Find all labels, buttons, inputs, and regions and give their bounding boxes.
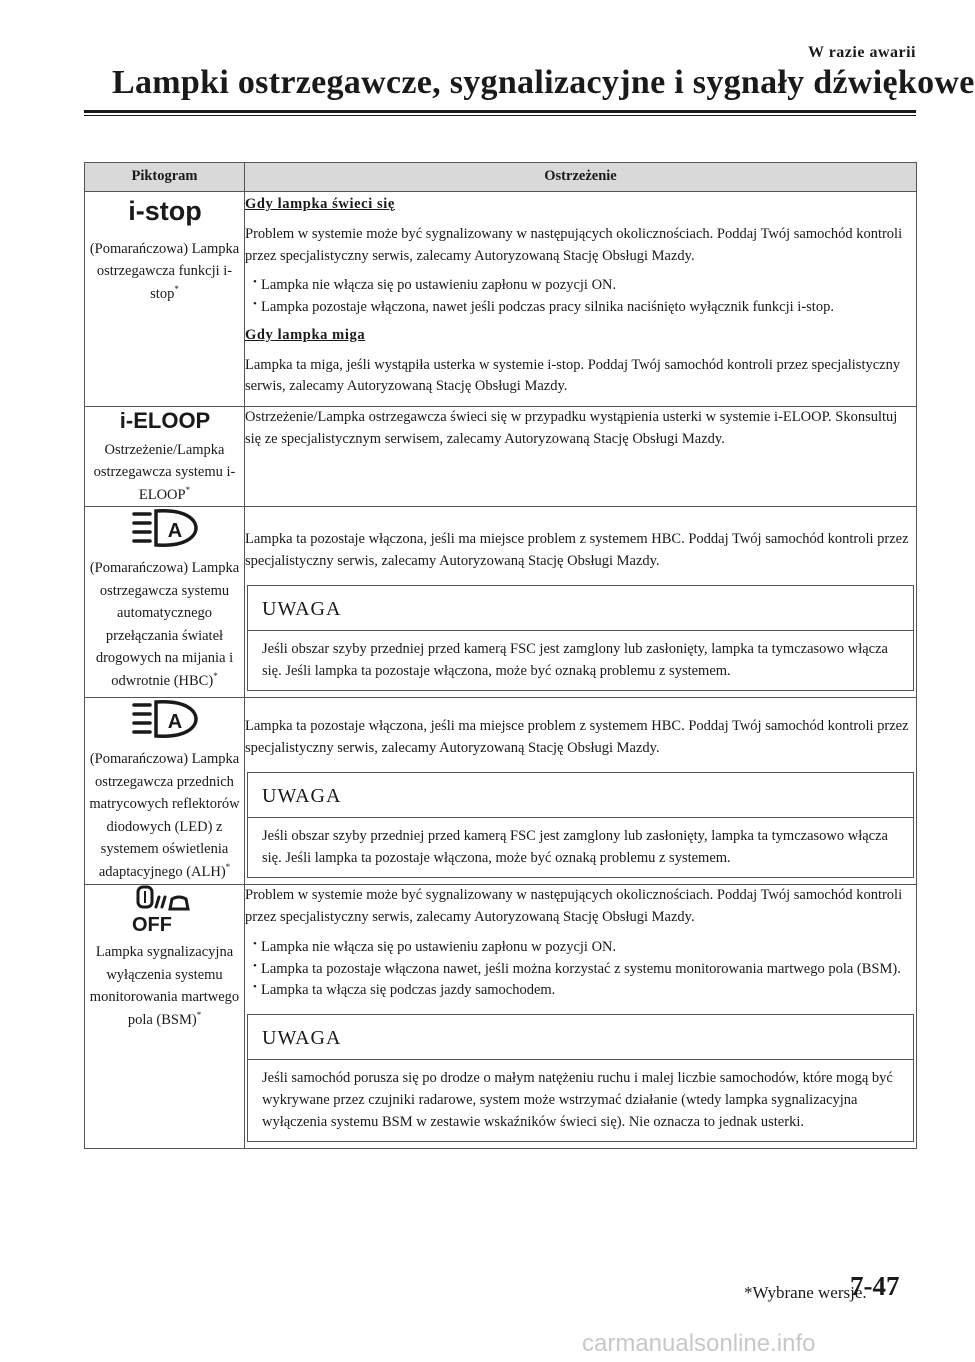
table-row	[85, 192, 917, 407]
paragraph: Problem w systemie może być sygnalizowany w następujących okolicznościach. Poddaj Twój samochód kontroli przez specjalistyczny serwis, zalecamy Autoryzowaną Stację Obsługi Mazdy.	[245, 225, 903, 264]
icon-cell	[85, 407, 245, 507]
bsm-off-icon-text: OFF	[131, 914, 172, 937]
warning-description	[245, 885, 917, 1149]
i-eloop-icon	[85, 407, 244, 433]
list-item: • Lampka nie włącza się po ustawieniu zapłonu w pozycji ON.	[253, 937, 916, 959]
list-item: • Lampka nie włącza się po ustawieniu zapłonu w pozycji ON.	[253, 275, 916, 297]
warning-lights-table	[84, 162, 917, 1149]
column-header-pictogram: Piktogram	[85, 163, 245, 192]
table-row	[85, 698, 917, 885]
icon-cell	[85, 885, 245, 1149]
bullet-list	[245, 275, 916, 319]
bsm-off-icon	[85, 885, 244, 935]
paragraph: Ostrzeżenie/Lampka ostrzegawcza świeci się w przypadku wystąpienia usterki w systemie i-ELOOP. Skonsultuj się ze specjalistycznym serwisem, zalecamy Autoryzowaną Stację Obsługi Mazdy.	[245, 409, 898, 447]
icon-cell	[85, 698, 245, 885]
icon-cell	[85, 507, 245, 698]
note-box	[247, 1014, 914, 1142]
note-box	[247, 585, 914, 692]
icon-label: (Pomarańczowa) Lampka ostrzegawcza funkcji i-stop*	[89, 241, 240, 302]
paragraph: Lampka ta pozostaje włączona, jeśli ma miejsce problem z systemem HBC. Poddaj Twój samochód kontroli przez specjalistyczny serwis, zalecamy Autoryzowaną Stację Obsługi Mazdy.	[245, 718, 909, 757]
svg-text:A: A	[167, 711, 182, 734]
note-text: Jeśli obszar szyby przedniej przed kamerą FSC jest zamglony lub zasłonięty, lampka ta tymczasowo włącza się. Jeśli lampka ta pozostaje włączona, może być oznaką problemu z systemem.	[262, 827, 888, 866]
auto-high-beam-icon	[85, 507, 244, 551]
i-stop-icon	[85, 192, 244, 232]
icon-label: Ostrzeżenie/Lampka ostrzegawcza systemu i-ELOOP*	[93, 442, 236, 503]
note-text: Jeśli samochód porusza się po drodze o małym natężeniu ruchu i malej liczbie samochodów, które mogą być wykrywane przez czujniki radarowe, system może wstrzymać działanie (wtedy lampka sygnalizacyjna wyłączenia systemu BSM w zestawie wskaźników świeci się). Nie oznacza to jednak usterki.	[262, 1070, 893, 1130]
paragraph: Lampka ta pozostaje włączona, jeśli ma miejsce problem z systemem HBC. Poddaj Twój samochód kontroli przez specjalistyczny serwis, zalecamy Autoryzowaną Stację Obsługi Mazdy.	[245, 531, 909, 570]
title-rule	[84, 110, 916, 113]
adaptive-led-headlight-icon	[85, 698, 244, 742]
warning-description	[245, 507, 917, 698]
table-header-row	[85, 163, 917, 192]
note-box	[247, 772, 914, 879]
list-item: • Lampka ta pozostaje włączona nawet, jeśli można korzystać z systemu monitorowania martwego pola (BSM).	[253, 959, 916, 981]
sub-heading: Gdy lampka świeci się	[245, 196, 395, 212]
icon-label: Lampka sygnalizacyjna wyłączenia systemu monitorowania martwego pola (BSM)*	[89, 944, 240, 1028]
table-row	[85, 407, 917, 507]
table-row	[85, 885, 917, 1149]
warning-description	[245, 407, 917, 507]
footnote: *Wybrane wersje.	[744, 1283, 867, 1302]
icon-label: (Pomarańczowa) Lampka ostrzegawcza systemu automatycznego przełączania świateł drogowych na mijania i odwrotnie (HBC)*	[89, 560, 240, 689]
i-eloop-icon-text: i-ELOOP	[119, 408, 210, 433]
list-item: • Lampka pozostaje włączona, nawet jeśli podczas pracy silnika naciśnięto wyłącznik funkcji i-stop.	[253, 297, 916, 319]
icon-cell	[85, 192, 245, 407]
paragraph: Problem w systemie może być sygnalizowany w następujących okolicznościach. Poddaj Twój samochód kontroli przez specjalistyczny serwis, zalecamy Autoryzowaną Stację Obsługi Mazdy.	[245, 887, 903, 926]
icon-label: (Pomarańczowa) Lampka ostrzegawcza przednich matrycowych reflektorów diodowych (LED) z systemem oświetlenia adaptacyjnego (ALH)*	[89, 751, 240, 880]
paragraph: Lampka ta miga, jeśli wystąpiła usterka w systemie i-stop. Poddaj Twój samochód kontroli przez specjalistyczny serwis, zalecamy Autoryzowaną Stację Obsługi Mazdy.	[245, 356, 901, 395]
warning-description	[245, 192, 917, 407]
table-row	[85, 507, 917, 698]
warning-description	[245, 698, 917, 885]
note-title: UWAGA	[248, 1015, 913, 1060]
svg-text:A: A	[167, 520, 182, 543]
note-title: UWAGA	[248, 773, 913, 818]
watermark: carmanualsonline.info	[582, 1330, 816, 1357]
page-title: Lampki ostrzegawcze, sygnalizacyjne i sygnały dźwiękowe	[112, 64, 975, 101]
column-header-warning: Ostrzeżenie	[245, 163, 917, 192]
bullet-list	[245, 937, 916, 1002]
list-item: • Lampka ta włącza się podczas jazdy samochodem.	[253, 980, 916, 1002]
title-rule-thin	[84, 115, 916, 116]
svg-text:i-stop: i-stop	[127, 196, 202, 226]
note-text: Jeśli obszar szyby przedniej przed kamerą FSC jest zamglony lub zasłonięty, lampka ta tymczasowo włącza się. Jeśli lampka ta pozostaje włączona, może być oznaką problemu z systemem.	[262, 640, 888, 679]
note-title: UWAGA	[248, 586, 913, 631]
section-label: W razie awarii	[807, 44, 916, 61]
sub-heading: Gdy lampka miga	[245, 326, 366, 343]
page-number: 7-47	[850, 1271, 900, 1301]
